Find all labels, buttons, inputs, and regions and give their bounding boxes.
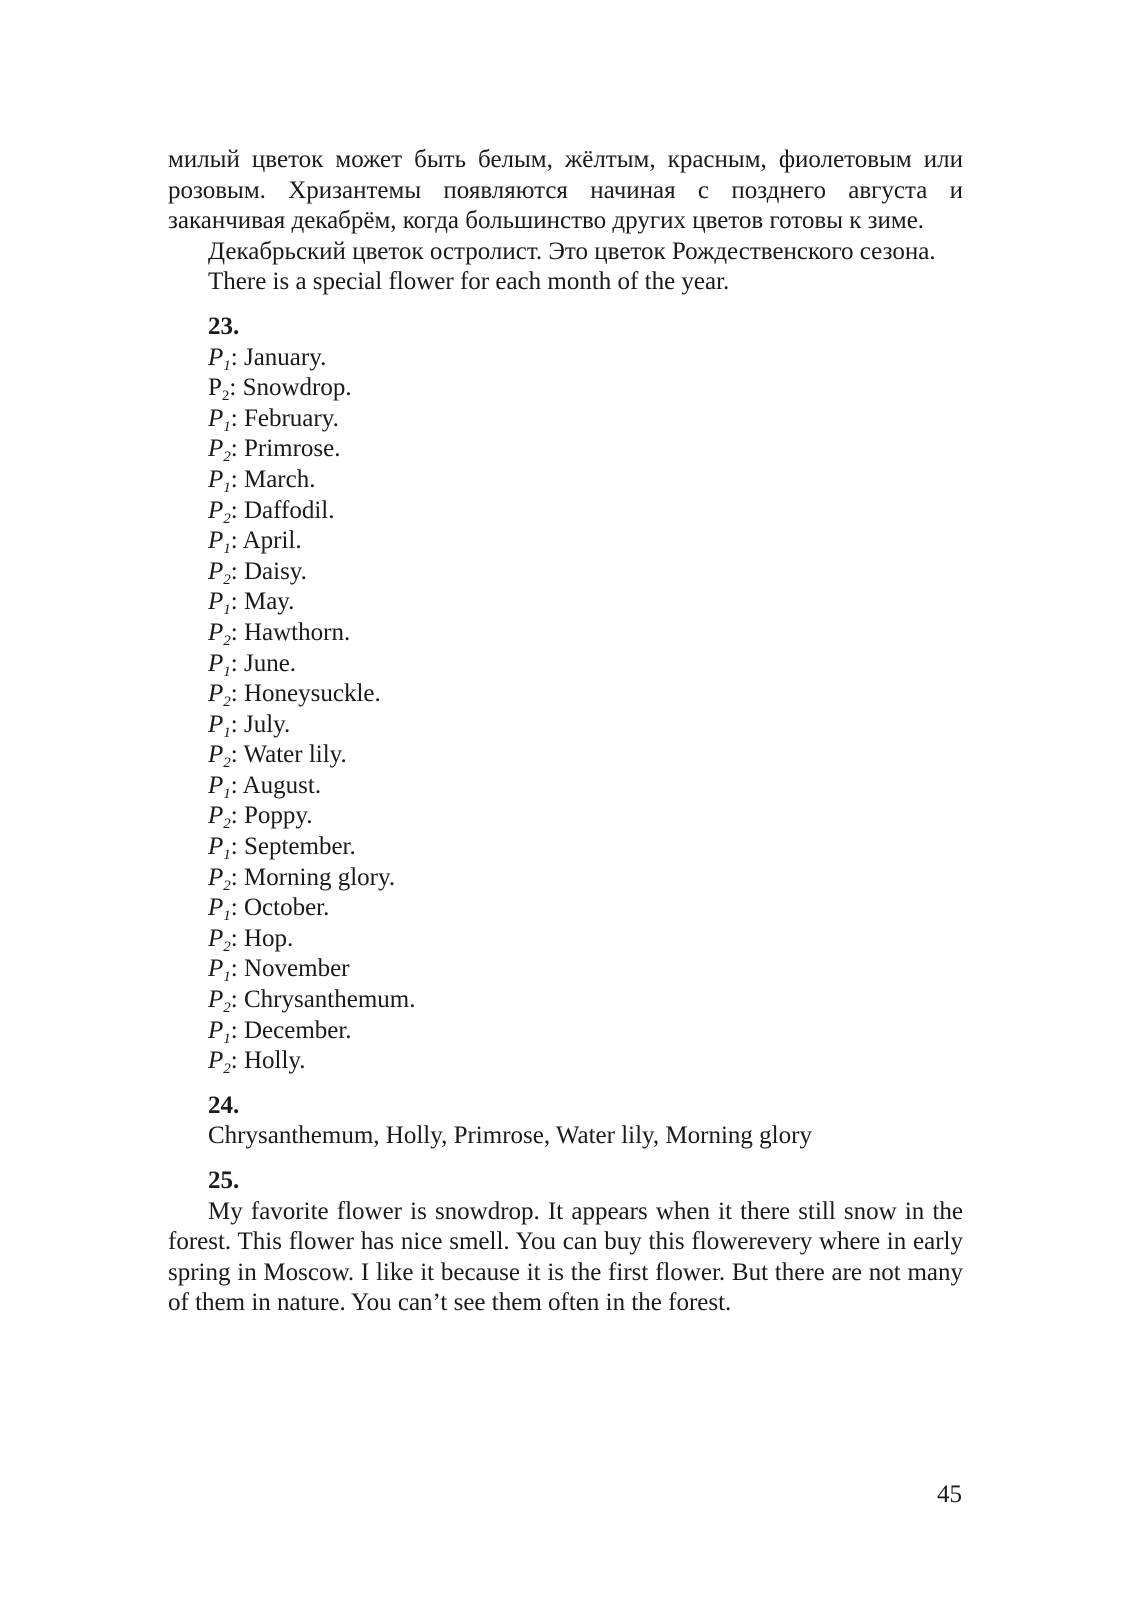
dialogue-text: : Hawthorn. bbox=[230, 618, 351, 646]
intro-paragraph-3: There is a special flower for each month of the year. bbox=[208, 268, 730, 296]
speaker-index: 2 bbox=[223, 938, 231, 955]
dialogue-text: : November bbox=[230, 955, 350, 983]
speaker-letter: P bbox=[208, 1016, 224, 1044]
intro-paragraph-1: милый цветок может быть белым, жёлтым, красным, фиолетовым или розовым. Хризантемы появляются начиная с позднего августа и заканчивая декабрём, когда большинство других цветов готовы к зиме. bbox=[168, 146, 963, 235]
speaker-label bbox=[208, 710, 231, 741]
speaker-label bbox=[208, 649, 231, 680]
speaker-letter: P bbox=[208, 557, 224, 585]
speaker-label bbox=[208, 465, 231, 496]
dialogue-line bbox=[208, 801, 963, 832]
dialogue-line bbox=[208, 526, 963, 557]
dialogue-text: : Daisy. bbox=[230, 557, 307, 585]
speaker-letter: P bbox=[208, 496, 224, 524]
speaker-index: 1 bbox=[223, 724, 231, 741]
dialogue-text: : February. bbox=[230, 404, 339, 432]
speaker-index: 2 bbox=[223, 571, 231, 588]
speaker-letter: P bbox=[208, 710, 224, 738]
dialogue-text: : March. bbox=[230, 465, 316, 493]
flower-list: Chrysanthemum, Holly, Primrose, Water lily, Morning glory bbox=[208, 1122, 812, 1150]
speaker-label bbox=[208, 557, 231, 588]
dialogue-text: : Snowdrop. bbox=[229, 374, 352, 402]
speaker-letter: P bbox=[208, 894, 224, 922]
exercise-24 bbox=[168, 1091, 963, 1152]
speaker-letter: P bbox=[208, 618, 224, 646]
speaker-letter: P bbox=[208, 802, 224, 830]
dialogue-text: : December. bbox=[230, 1016, 352, 1044]
speaker-label bbox=[208, 771, 231, 802]
dialogue-line bbox=[208, 863, 963, 894]
speaker-label bbox=[208, 618, 231, 649]
dialogue-line bbox=[208, 740, 963, 771]
dialogue-line bbox=[208, 649, 963, 680]
speaker-label bbox=[208, 343, 231, 374]
speaker-label bbox=[208, 1047, 231, 1078]
dialogue-line bbox=[208, 618, 963, 649]
dialogue-list bbox=[208, 343, 963, 1077]
speaker-index: 2 bbox=[223, 1061, 231, 1078]
speaker-label bbox=[208, 955, 231, 986]
speaker-index: 2 bbox=[223, 877, 231, 894]
speaker-index: 1 bbox=[223, 969, 231, 986]
dialogue-line bbox=[208, 434, 963, 465]
speaker-index: 1 bbox=[223, 1030, 231, 1047]
speaker-index: 2 bbox=[223, 449, 231, 466]
speaker-label bbox=[208, 680, 231, 711]
speaker-label bbox=[208, 1016, 231, 1047]
dialogue-line bbox=[208, 1016, 963, 1047]
speaker-index: 1 bbox=[223, 847, 231, 864]
speaker-letter: P bbox=[208, 863, 224, 891]
intro-paragraph-2: Декабрьский цветок остролист. Это цветок Рождественского сезона. bbox=[208, 237, 936, 265]
speaker-letter: P bbox=[208, 955, 224, 983]
speaker-label bbox=[208, 527, 231, 558]
dialogue-line bbox=[208, 587, 963, 618]
speaker-letter: P bbox=[208, 435, 224, 463]
speaker-label bbox=[208, 802, 231, 833]
speaker-index: 1 bbox=[223, 785, 231, 802]
speaker-letter: P bbox=[208, 833, 224, 861]
exercise-number: 24. bbox=[208, 1091, 240, 1119]
speaker-index: 1 bbox=[223, 541, 231, 558]
dialogue-line bbox=[208, 343, 963, 374]
speaker-letter: P bbox=[208, 986, 224, 1014]
speaker-label bbox=[208, 496, 231, 527]
dialogue-text: : Water lily. bbox=[230, 741, 347, 769]
dialogue-text: : June. bbox=[230, 649, 297, 677]
speaker-letter: P bbox=[208, 465, 224, 493]
dialogue-line bbox=[208, 1046, 963, 1077]
speaker-letter: P bbox=[208, 1047, 224, 1075]
speaker-index: 1 bbox=[223, 908, 231, 925]
dialogue-line bbox=[208, 771, 963, 802]
dialogue-line bbox=[208, 373, 963, 404]
dialogue-text: : August. bbox=[230, 771, 322, 799]
essay-paragraph: My favorite flower is snowdrop. It appears when it there still snow in the forest. This flower has nice smell. You can buy this flowerevery where in early spring in Moscow. I like it because it is the first flower. But there are not many of them in nature. You can’t see them often in the forest. bbox=[168, 1197, 963, 1317]
page-number: 45 bbox=[937, 1481, 962, 1508]
speaker-letter: P bbox=[208, 680, 224, 708]
speaker-letter: P bbox=[208, 404, 224, 432]
speaker-label bbox=[208, 924, 231, 955]
speaker-letter: P bbox=[208, 374, 222, 402]
dialogue-text: : Poppy. bbox=[230, 802, 313, 830]
speaker-index: 2 bbox=[223, 510, 231, 527]
dialogue-text: : Holly. bbox=[230, 1047, 306, 1075]
speaker-label bbox=[208, 435, 231, 466]
dialogue-text: : Daffodil. bbox=[230, 496, 335, 524]
dialogue-line bbox=[208, 985, 963, 1016]
speaker-letter: P bbox=[208, 741, 224, 769]
exercise-number: 25. bbox=[208, 1167, 240, 1194]
speaker-label bbox=[208, 833, 231, 864]
dialogue-text: : Honeysuckle. bbox=[230, 680, 381, 708]
speaker-label bbox=[208, 374, 230, 405]
dialogue-line bbox=[208, 496, 963, 527]
speaker-letter: P bbox=[208, 649, 224, 677]
dialogue-line bbox=[208, 832, 963, 863]
speaker-index: 1 bbox=[223, 602, 231, 619]
exercise-25 bbox=[168, 1166, 963, 1319]
speaker-index: 1 bbox=[223, 418, 231, 435]
exercise-23 bbox=[168, 312, 963, 1077]
speaker-index: 2 bbox=[221, 388, 230, 405]
exercise-number: 23. bbox=[208, 312, 240, 340]
speaker-letter: P bbox=[208, 343, 224, 371]
dialogue-text: : July. bbox=[230, 710, 291, 738]
dialogue-line bbox=[208, 924, 963, 955]
dialogue-text: : Hop. bbox=[230, 924, 294, 952]
speaker-letter: P bbox=[208, 527, 224, 555]
dialogue-line bbox=[208, 679, 963, 710]
speaker-index: 2 bbox=[223, 816, 231, 833]
speaker-label bbox=[208, 894, 231, 925]
dialogue-text: : October. bbox=[230, 894, 330, 922]
page-body bbox=[168, 145, 963, 1319]
speaker-index: 2 bbox=[223, 632, 231, 649]
speaker-label bbox=[208, 863, 231, 894]
dialogue-text: : Primrose. bbox=[230, 435, 341, 463]
dialogue-line bbox=[208, 710, 963, 741]
dialogue-text: : January. bbox=[230, 343, 327, 371]
speaker-letter: P bbox=[208, 588, 224, 616]
dialogue-line bbox=[208, 404, 963, 435]
speaker-label bbox=[208, 741, 231, 772]
dialogue-text: : May. bbox=[230, 588, 295, 616]
speaker-letter: P bbox=[208, 771, 224, 799]
speaker-index: 2 bbox=[223, 755, 231, 772]
speaker-letter: P bbox=[208, 924, 224, 952]
speaker-label bbox=[208, 404, 231, 435]
dialogue-text: : April. bbox=[230, 527, 302, 555]
dialogue-text: : Chrysanthemum. bbox=[230, 986, 416, 1014]
speaker-index: 1 bbox=[223, 479, 231, 496]
speaker-index: 2 bbox=[223, 694, 231, 711]
dialogue-line bbox=[208, 954, 963, 985]
dialogue-line bbox=[208, 893, 963, 924]
speaker-index: 1 bbox=[223, 663, 231, 680]
dialogue-text: : September. bbox=[230, 833, 356, 861]
speaker-index: 1 bbox=[223, 357, 231, 374]
dialogue-text: : Morning glory. bbox=[230, 863, 396, 891]
speaker-label bbox=[208, 588, 231, 619]
speaker-index: 2 bbox=[223, 1000, 231, 1017]
dialogue-line bbox=[208, 557, 963, 588]
dialogue-line bbox=[208, 465, 963, 496]
speaker-label bbox=[208, 986, 231, 1017]
